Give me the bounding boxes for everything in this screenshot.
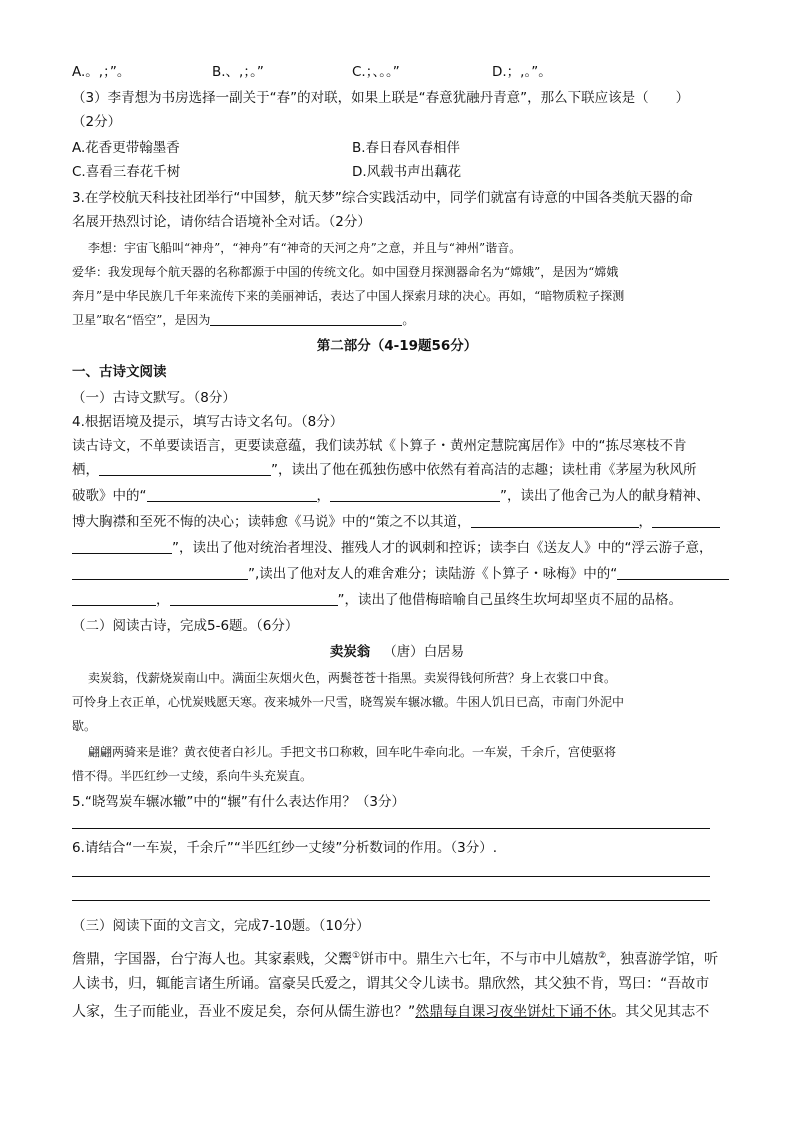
prose-text: 詹鼎，字国器，台宁海人也。其家素贱，父鬻 [72,951,352,968]
q3-option-b: B.春日春风春相伴 [352,140,461,156]
fill-line2 [72,460,697,480]
q2-option-c: C.；、。。” [352,64,400,80]
poem-line4: 翩翩两骑来是谁？黄衣使者白衫儿。手把文书口称敕，回车叱牛牵向北。一车炭，千余斤，宫使驱将 [88,745,617,759]
q3-option-c: C.喜看三春花千树 [72,164,181,180]
q3-score: （2分） [72,114,122,130]
answer-blank[interactable] [617,565,729,580]
fill-text: 栖， [72,462,99,478]
fill-line7 [72,590,682,610]
q2-option-d: D.；,。”。 [492,64,552,80]
answer-blank[interactable] [72,565,248,580]
answer-line[interactable] [72,900,710,901]
dialog-lixiang: 李想：宇宙飞船叫“神舟”，“神舟”有“神奇的天河之舟”之意，并且与“神州”谐音。 [88,241,522,255]
dialog-aihua-2: 奔月”是中华民族几千年来流传下来的美丽神话，表达了中国人探索月球的决心。再如，“暗物质粒子探测 [72,289,625,303]
fill-text: 博大胸襟和至死不悔的决心；读韩愈《马说》中的“策之不以其道， [72,514,471,530]
poem-line1: 卖炭翁，伐薪烧炭南山中。满面尘灰烟火色，两鬓苍苍十指黑。卖炭得钱何所营？身上衣裳口中食。 [88,671,617,685]
q2-option-b: B.、,；。” [212,64,264,80]
answer-blank[interactable] [170,591,338,606]
poem-dynasty: （唐） [383,644,424,660]
dialog-aihua-3-text: 卫星”取名“悟空”，是因为 [72,313,211,327]
poem-author: 白居易 [423,644,465,660]
prose-text: 。其父见其志不 [611,1004,710,1020]
answer-line[interactable] [72,828,710,829]
answer-blank[interactable] [99,461,271,476]
footnote-mark: ② [598,951,607,961]
fill-line1: 读古诗文，不单要读语言，更要读意蕴，我们读苏轼《卜算子・黄州定慧院寓居作》中的“拣尽寒枝不肯 [72,438,687,454]
sub2-title: （二）阅读古诗，完成5-6题。（6分） [72,618,299,634]
fill-text: ”，读出了他舍己为人的献身精神、 [500,488,710,504]
fill-text: ”，读出了他在孤独伤感中依然有着高洁的志趣；读杜甫《茅屋为秋风所 [271,462,697,478]
answer-blank[interactable] [330,487,500,502]
prose-line1 [72,946,718,970]
fill-text: ， [638,514,652,530]
prose-text: 饼市中。鼎生六七年，不与市中儿嬉敖 [360,951,599,968]
q5: 5.“晓驾炭车辗冰辙”中的“辗”有什么表达作用？（3分） [72,794,405,810]
answer-blank[interactable] [72,539,172,554]
q3-option-a: A.花香更带翰墨香 [72,140,180,156]
answer-blank[interactable] [147,487,317,502]
answer-blank[interactable] [652,513,720,528]
q4-title: 4.根据语境及提示，填写古诗文名句。（8分） [72,414,344,430]
dialog-aihua-1: 爱华：我发现每个航天器的名称都源于中国的传统文化。如中国登月探测器命名为“嫦娥”，是因为“嫦娥 [72,265,619,279]
section1-title: 一、古诗文阅读 [72,364,167,380]
answer-blank[interactable] [72,591,156,606]
fill-text: 破歌》中的“ [72,488,147,504]
sub3-title: （三）阅读下面的文言文，完成7-10题。（10分） [72,918,370,934]
q3b-intro-line2: 名展开热烈讨论，请你结合语境补全对话。（2分） [72,214,371,230]
prose-line2: 人读书，归，辄能言诸生所诵。富豪吴氏爱之，谓其父令儿读书。鼎欣然，其父独不肯，骂曰：“吾故市 [72,976,710,992]
fill-text: ， [316,488,330,504]
q3-stem: （3）李青想为书房选择一副关于“春”的对联，如果上联是“春意犹融丹青意”，那么下联应该是（ ） [72,90,690,106]
prose-line3 [72,1002,709,1022]
part2-title: 第二部分（4-19题56分） [316,338,478,354]
q2-option-a: A.。,；”。 [72,64,131,80]
poem-heading [72,642,722,662]
fill-text: ”，读出了他借梅暗喻自己虽终生坎坷却坚贞不屈的品格。 [337,592,682,608]
poem-line2: 可怜身上衣正单，心忧炭贱愿天寒。夜来城外一尺雪，晓驾炭车辗冰辙。牛困人饥日已高，市南门外泥中 [72,695,625,709]
footnote-mark: ① [352,951,361,961]
poem-title: 卖炭翁 [329,644,371,660]
sub1-title: （一）古诗文默写。（8分） [72,390,236,406]
prose-text: ，独喜游学馆，听 [606,951,719,968]
fill-line5 [72,538,713,558]
fill-line6 [72,564,729,584]
poem-line5: 惜不得。半匹红纱一丈绫，系向牛头充炭直。 [72,769,313,783]
q3-option-d: D.风载书声出藕花 [352,164,462,180]
dialog-aihua-3 [72,310,414,330]
fill-text: ”，读出了他对统治者埋没、摧残人才的讽刺和控诉；读李白《送友人》中的“浮云游子意， [172,540,713,556]
answer-blank[interactable] [471,513,639,528]
prose-text: 人家，生子而能业，吾业不废足矣，奈何从儒生游也？” [72,1004,416,1020]
fill-text: ”,读出了他对友人的难舍难分；读陆游《卜算子・咏梅》中的“ [248,566,618,582]
q3b-intro-line1: 3.在学校航天科技社团举行“中国梦，航天梦”综合实践活动中，同学们就富有诗意的中国各类航天器的命 [72,190,693,206]
q6: 6.请结合“一车炭，千余斤”“半匹红纱一丈绫”分析数词的作用。（3分）. [72,840,497,856]
poem-line3: 歇。 [72,719,97,733]
fill-line4 [72,512,720,532]
fill-text: ， [156,592,170,608]
fill-line3 [72,486,710,506]
underlined-sentence: 然鼎每自课习夜坐饼灶下诵不休 [415,1004,612,1020]
answer-line[interactable] [72,876,710,877]
answer-blank[interactable] [210,311,402,326]
dialog-end: 。 [402,313,415,327]
